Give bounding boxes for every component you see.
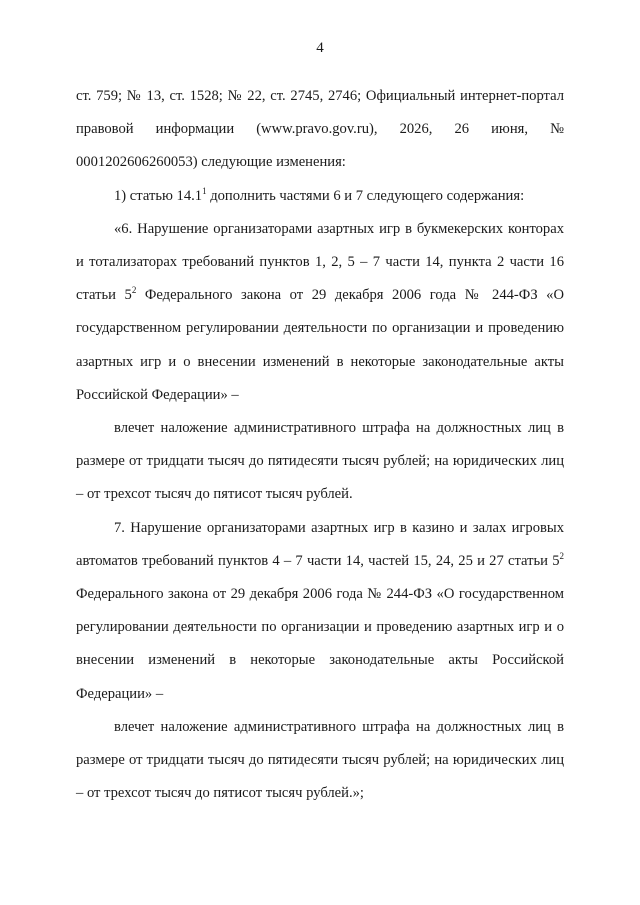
page-number: 4 bbox=[316, 40, 324, 56]
part-6-text: «6. Нарушение организаторами азартных игр в букмекерских конторах и тотализаторах требований пунктов 1, 2, 5 – 7 части 14, пункта 2 части 16 статьи 5 bbox=[76, 220, 564, 304]
part-7-text-after: Федерального закона от 29 декабря 2006 года № 244-ФЗ «О государственном регулировании деятельности по организации и проведению азартных игр и о внесении изменений в некоторые законодательные акты Российской Федерации» – bbox=[76, 586, 564, 702]
item-1-text-after: дополнить частями 6 и 7 следующего содержания: bbox=[206, 187, 525, 204]
item-1-paragraph bbox=[76, 180, 564, 213]
part-6-text-after: Федерального закона от 29 декабря 2006 года № 244-ФЗ «О государственном регулировании деятельности по организации и проведению азартных игр и о внесении изменений в некоторые законодательные акты Российской Федерации» – bbox=[76, 287, 564, 403]
part-6-penalty-paragraph bbox=[76, 412, 564, 512]
intro-paragraph bbox=[76, 80, 564, 180]
part-6-superscript: 2 bbox=[131, 285, 137, 296]
part-6-penalty: влечет наложение административного штрафа на должностных лиц в размере от тридцати тысяч до пятидесяти тысяч рублей; на юридических лиц – от трехсот тысяч до пятисот тысяч рублей. bbox=[76, 420, 564, 503]
part-7-superscript: 2 bbox=[559, 550, 564, 561]
document-body bbox=[76, 80, 564, 810]
part-7-penalty: влечет наложение административного штрафа на должностных лиц в размере от тридцати тысяч до пятидесяти тысяч рублей; на юридических лиц – от трехсот тысяч до пятисот тысяч рублей.»; bbox=[76, 718, 564, 802]
intro-text: ст. 759; № 13, ст. 1528; № 22, ст. 2745, 2746; Официальный интернет-портал правовой информации (www.pravo.gov.ru), 2026, 26 июня, № 0001202606260053) следующие изменения: bbox=[76, 88, 564, 171]
part-6-paragraph bbox=[76, 213, 564, 412]
part-7-paragraph bbox=[76, 512, 564, 711]
part-7-text: 7. Нарушение организаторами азартных игр в казино и залах игровых автоматов требований пунктов 4 – 7 части 14, частей 15, 24, 25 и 27 статьи 5 bbox=[76, 519, 564, 569]
part-7-penalty-paragraph bbox=[76, 711, 564, 811]
item-1-superscript: 1 bbox=[202, 185, 207, 196]
item-1-text: 1) статью 14.1 bbox=[114, 187, 203, 204]
